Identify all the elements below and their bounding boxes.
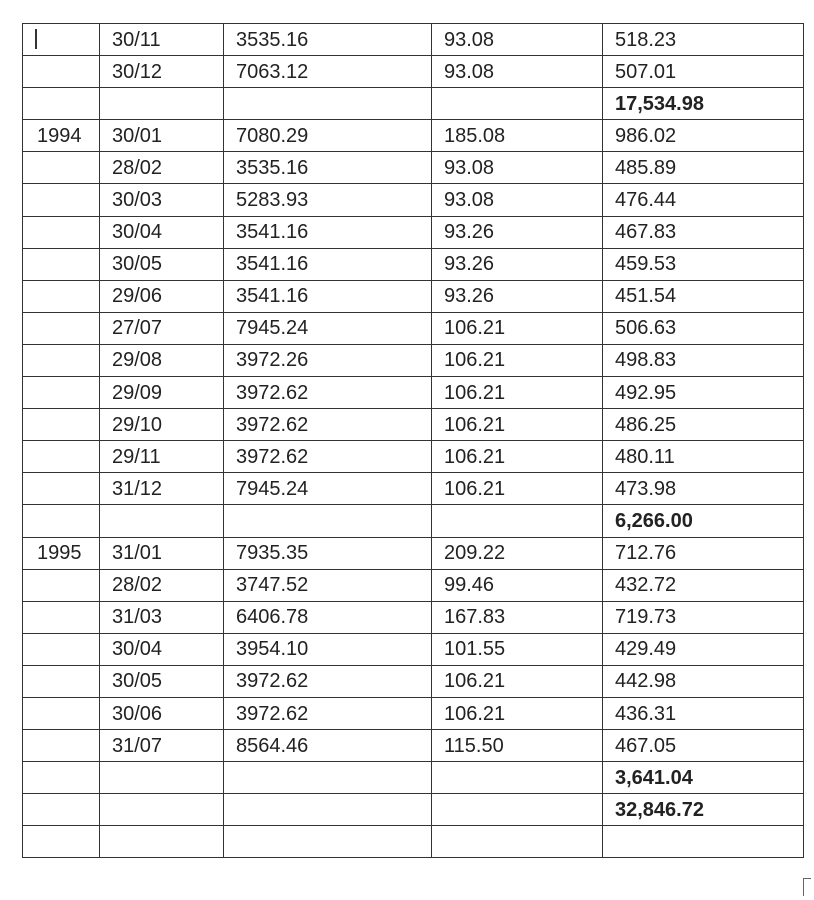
amount-cell: 3541.16 [224, 216, 432, 248]
year-cell [23, 248, 100, 280]
table-row [23, 409, 804, 441]
date-cell: 30/04 [100, 216, 224, 248]
table-row [23, 184, 804, 216]
amount-cell: 3954.10 [224, 633, 432, 665]
year-cell [23, 152, 100, 184]
ledger-sheet [22, 23, 803, 858]
rate-cell: 106.21 [432, 377, 603, 409]
amount-cell: 3972.62 [224, 409, 432, 441]
date-cell: 27/07 [100, 312, 224, 344]
date-cell: 28/02 [100, 569, 224, 601]
value-cell: 480.11 [603, 441, 804, 473]
amount-cell [224, 794, 432, 826]
value-cell: 507.01 [603, 56, 804, 88]
date-cell [100, 505, 224, 537]
rate-cell: 93.26 [432, 280, 603, 312]
year-cell [23, 184, 100, 216]
table-row [23, 826, 804, 858]
date-cell: 30/12 [100, 56, 224, 88]
total-cell: 3,641.04 [603, 762, 804, 794]
date-cell: 29/10 [100, 409, 224, 441]
amount-cell [224, 505, 432, 537]
table-row [23, 473, 804, 505]
rate-cell [432, 762, 603, 794]
value-cell: 467.05 [603, 730, 804, 762]
amount-cell: 3535.16 [224, 24, 432, 56]
value-cell: 442.98 [603, 665, 804, 697]
amount-cell: 7063.12 [224, 56, 432, 88]
value-cell: 518.23 [603, 24, 804, 56]
rate-cell: 106.21 [432, 344, 603, 376]
rate-cell: 115.50 [432, 730, 603, 762]
table-row [23, 537, 804, 569]
year-cell [23, 216, 100, 248]
table-row [23, 216, 804, 248]
rate-cell [432, 88, 603, 120]
rate-cell: 106.21 [432, 441, 603, 473]
date-cell: 30/01 [100, 120, 224, 152]
rate-cell: 99.46 [432, 569, 603, 601]
text-cursor-mark [35, 29, 37, 49]
year-cell [23, 794, 100, 826]
year-cell [23, 280, 100, 312]
table-row [23, 120, 804, 152]
table-row [23, 312, 804, 344]
table-row [23, 633, 804, 665]
amount-cell: 8564.46 [224, 730, 432, 762]
year-cell [23, 344, 100, 376]
year-cell: 1995 [23, 537, 100, 569]
rate-cell [432, 505, 603, 537]
date-cell: 31/03 [100, 601, 224, 633]
amount-cell: 3541.16 [224, 280, 432, 312]
year-cell [23, 377, 100, 409]
date-cell: 29/06 [100, 280, 224, 312]
amount-cell: 5283.93 [224, 184, 432, 216]
date-cell: 29/08 [100, 344, 224, 376]
value-cell: 429.49 [603, 633, 804, 665]
table-row [23, 344, 804, 376]
year-cell [23, 697, 100, 729]
value-cell: 451.54 [603, 280, 804, 312]
year-cell: 1994 [23, 120, 100, 152]
amount-cell [224, 88, 432, 120]
value-cell: 432.72 [603, 569, 804, 601]
table-row [23, 24, 804, 56]
date-cell [100, 826, 224, 858]
rate-cell: 93.08 [432, 152, 603, 184]
year-cell [23, 409, 100, 441]
rate-cell: 106.21 [432, 409, 603, 441]
table-row [23, 601, 804, 633]
date-cell: 30/04 [100, 633, 224, 665]
table-row [23, 794, 804, 826]
table-row [23, 697, 804, 729]
year-cell [23, 441, 100, 473]
rate-cell [432, 794, 603, 826]
rate-cell: 106.21 [432, 312, 603, 344]
total-cell: 6,266.00 [603, 505, 804, 537]
value-cell: 436.31 [603, 697, 804, 729]
amount-cell [224, 826, 432, 858]
year-cell [23, 633, 100, 665]
value-cell: 712.76 [603, 537, 804, 569]
amount-cell: 3972.26 [224, 344, 432, 376]
rate-cell: 209.22 [432, 537, 603, 569]
rate-cell: 106.21 [432, 665, 603, 697]
table-row [23, 441, 804, 473]
date-cell [100, 762, 224, 794]
amount-cell: 3535.16 [224, 152, 432, 184]
value-cell: 467.83 [603, 216, 804, 248]
value-cell [603, 826, 804, 858]
rate-cell: 106.21 [432, 697, 603, 729]
rate-cell: 185.08 [432, 120, 603, 152]
rate-cell: 93.26 [432, 248, 603, 280]
page-corner-mark [803, 878, 811, 896]
table-row [23, 505, 804, 537]
ledger-table [22, 23, 804, 858]
rate-cell: 167.83 [432, 601, 603, 633]
year-cell [23, 312, 100, 344]
date-cell: 30/11 [100, 24, 224, 56]
table-row [23, 248, 804, 280]
year-cell [23, 473, 100, 505]
amount-cell [224, 762, 432, 794]
amount-cell: 6406.78 [224, 601, 432, 633]
year-cell [23, 601, 100, 633]
year-cell [23, 56, 100, 88]
amount-cell: 3972.62 [224, 665, 432, 697]
amount-cell: 3972.62 [224, 377, 432, 409]
date-cell: 30/06 [100, 697, 224, 729]
date-cell: 31/01 [100, 537, 224, 569]
value-cell: 459.53 [603, 248, 804, 280]
value-cell: 476.44 [603, 184, 804, 216]
date-cell [100, 88, 224, 120]
year-cell [23, 505, 100, 537]
year-cell [23, 730, 100, 762]
value-cell: 486.25 [603, 409, 804, 441]
date-cell: 29/09 [100, 377, 224, 409]
year-cell [23, 762, 100, 794]
ledger-body [23, 24, 804, 858]
rate-cell: 106.21 [432, 473, 603, 505]
amount-cell: 7945.24 [224, 473, 432, 505]
year-cell [23, 569, 100, 601]
date-cell: 31/12 [100, 473, 224, 505]
date-cell: 30/05 [100, 248, 224, 280]
table-row [23, 730, 804, 762]
table-row [23, 762, 804, 794]
value-cell: 506.63 [603, 312, 804, 344]
amount-cell: 7945.24 [224, 312, 432, 344]
amount-cell: 7935.35 [224, 537, 432, 569]
value-cell: 719.73 [603, 601, 804, 633]
rate-cell: 93.08 [432, 56, 603, 88]
rate-cell: 93.08 [432, 24, 603, 56]
rate-cell: 101.55 [432, 633, 603, 665]
value-cell: 492.95 [603, 377, 804, 409]
year-cell [23, 665, 100, 697]
amount-cell: 7080.29 [224, 120, 432, 152]
amount-cell: 3747.52 [224, 569, 432, 601]
date-cell: 30/03 [100, 184, 224, 216]
date-cell: 30/05 [100, 665, 224, 697]
year-cell [23, 88, 100, 120]
table-row [23, 569, 804, 601]
value-cell: 986.02 [603, 120, 804, 152]
table-row [23, 665, 804, 697]
total-cell: 17,534.98 [603, 88, 804, 120]
date-cell: 31/07 [100, 730, 224, 762]
date-cell: 28/02 [100, 152, 224, 184]
rate-cell [432, 826, 603, 858]
amount-cell: 3972.62 [224, 441, 432, 473]
table-row [23, 56, 804, 88]
year-cell [23, 826, 100, 858]
table-row [23, 88, 804, 120]
table-row [23, 152, 804, 184]
table-row [23, 377, 804, 409]
value-cell: 498.83 [603, 344, 804, 376]
total-cell: 32,846.72 [603, 794, 804, 826]
rate-cell: 93.08 [432, 184, 603, 216]
value-cell: 485.89 [603, 152, 804, 184]
value-cell: 473.98 [603, 473, 804, 505]
table-row [23, 280, 804, 312]
rate-cell: 93.26 [432, 216, 603, 248]
date-cell: 29/11 [100, 441, 224, 473]
amount-cell: 3541.16 [224, 248, 432, 280]
date-cell [100, 794, 224, 826]
amount-cell: 3972.62 [224, 697, 432, 729]
